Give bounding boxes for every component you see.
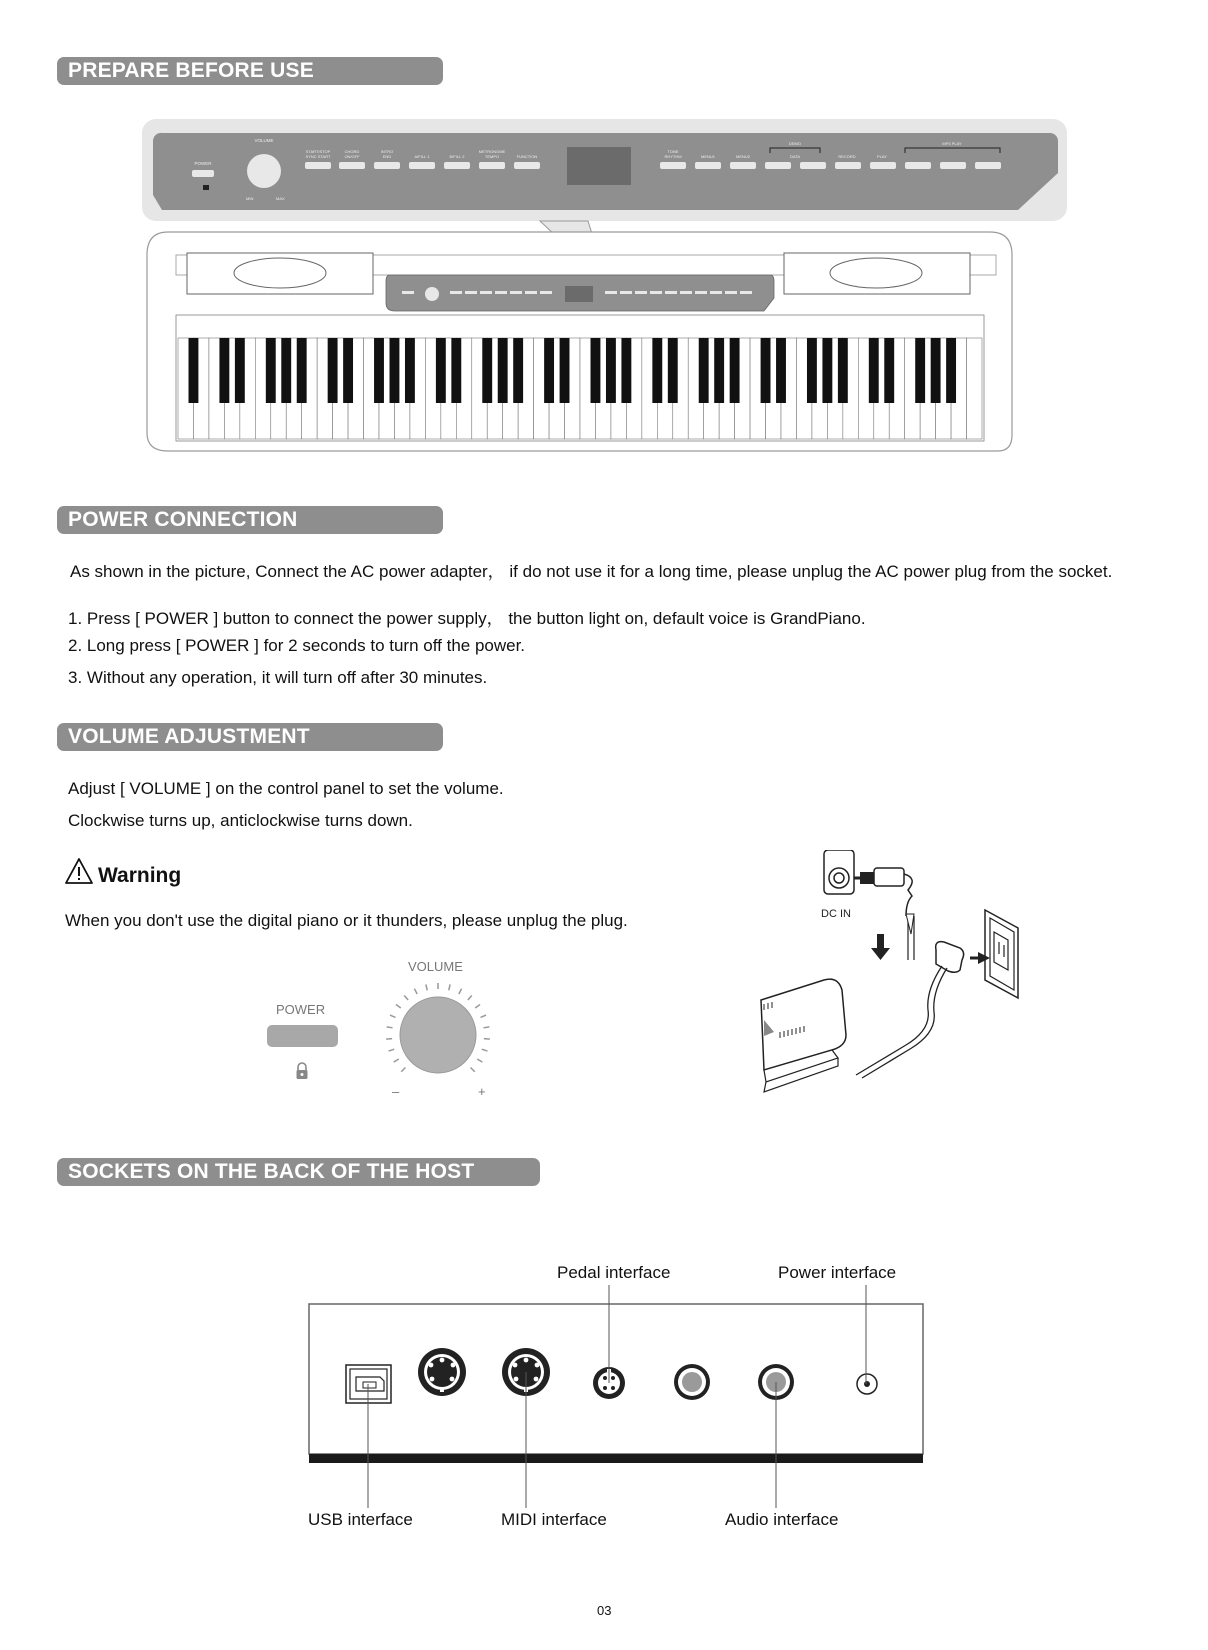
black-key [946, 338, 956, 403]
black-key [390, 338, 400, 403]
panel-label-mp3: MP3 PLAY [942, 141, 962, 146]
black-key [219, 338, 229, 403]
knob-tick [459, 989, 462, 994]
panel-volume-knob [247, 154, 281, 188]
knob-tick [482, 1049, 488, 1051]
panel-label-demo: DEMO [789, 141, 801, 146]
black-key [482, 338, 492, 403]
black-key [730, 338, 740, 403]
black-key [343, 338, 353, 403]
black-key [297, 338, 307, 403]
white-key [967, 338, 982, 439]
panel-label-sync-start: SYNC START [305, 154, 331, 159]
panel-label-menu2: MENU2 [735, 154, 751, 159]
panel-label-fill1: A/FILL 1 [414, 154, 430, 159]
label-midi-interface: MIDI interface [501, 1510, 607, 1529]
knob-tick [471, 1068, 475, 1072]
black-key [498, 338, 508, 403]
black-key [699, 338, 709, 403]
black-key [915, 338, 925, 403]
volume-line-2: Clockwise turns up, anticlockwise turns down. [68, 811, 413, 830]
back-panel-illustration [300, 1285, 940, 1510]
volume-minus-label: – [392, 1084, 400, 1099]
panel-label-metronome2: TEMPO [484, 154, 500, 159]
panel-label-min: MIN [246, 196, 254, 201]
knob-tick [390, 1015, 396, 1017]
black-key [235, 338, 245, 403]
knob-tick [404, 995, 408, 1000]
power-step-2: 2. Long press [ POWER ] for 2 seconds to turn off the power. [68, 636, 526, 655]
knob-tick [468, 995, 472, 1000]
panel-label-metronome: METRONOME [478, 149, 506, 154]
black-key [761, 338, 771, 403]
volume-knob[interactable] [378, 978, 498, 1098]
panel-left-buttons [305, 162, 540, 169]
ac-plug [936, 942, 964, 973]
label-pedal-interface: Pedal interface [557, 1263, 671, 1282]
black-key [884, 338, 894, 403]
section-header-sockets: SOCKETS ON THE BACK OF THE HOST [57, 1158, 540, 1186]
black-key [776, 338, 786, 403]
knob-tick [414, 989, 417, 994]
knob-tick [389, 1049, 395, 1051]
black-key [606, 338, 616, 403]
black-key [544, 338, 554, 403]
panel-label-chord: CHORD [344, 149, 360, 154]
label-power-interface: Power interface [778, 1263, 897, 1282]
lock-icon [295, 1062, 309, 1080]
label-audio-interface: Audio interface [725, 1510, 839, 1529]
black-key [405, 338, 415, 403]
panel-label-record: RECORD [838, 154, 856, 159]
section-header-power-connection: POWER CONNECTION [57, 506, 443, 534]
label-usb-interface: USB interface [308, 1510, 413, 1529]
knob-tick [401, 1068, 405, 1072]
panel-lock-icon [203, 185, 209, 190]
knob-tick [477, 1059, 482, 1062]
black-key [560, 338, 570, 403]
knob-tick [394, 1059, 399, 1062]
panel-label-intro: INTRO [380, 149, 394, 154]
warning-text: When you don't use the digital piano or it thunders, please unplug the plug. [65, 911, 628, 930]
arrow-down-icon [871, 934, 890, 960]
panel-label-max: MAX [276, 196, 285, 201]
black-key [328, 338, 338, 403]
volume-line-1: Adjust [ VOLUME ] on the control panel to set the volume. [68, 779, 504, 798]
panel-label-intro2: END [382, 154, 392, 159]
knob-tick [483, 1027, 489, 1028]
volume-plus-label: + [478, 1084, 486, 1099]
volume-label: VOLUME [408, 959, 463, 974]
page-number: 03 [597, 1603, 612, 1618]
black-key [374, 338, 384, 403]
panel-label-tone2: RHYTHM [664, 154, 682, 159]
panel-display [567, 147, 631, 185]
adapter-illustration [756, 850, 1036, 1100]
black-key [621, 338, 631, 403]
power-step-1: 1. Press [ POWER ] button to connect the power supply， the button light on, default voice is GrandPiano. [68, 609, 866, 628]
panel-label-volume: VOLUME [254, 138, 274, 143]
panel-label-play: PLAY [877, 154, 887, 159]
warning-title: Warning [98, 864, 182, 887]
black-key [869, 338, 879, 403]
black-key [668, 338, 678, 403]
knob-tick [426, 984, 427, 990]
knob-tick [449, 984, 450, 990]
audio-socket-1 [674, 1364, 710, 1400]
panel-power-button [192, 170, 214, 177]
warning-icon [64, 857, 94, 885]
black-key [714, 338, 724, 403]
keyboard-illustration [140, 115, 1080, 480]
black-key [591, 338, 601, 403]
panel-label-power: POWER [194, 161, 212, 166]
panel-label-start-stop: START/STOP [305, 149, 331, 154]
knob-tick [396, 1004, 401, 1008]
black-key [838, 338, 848, 403]
power-button[interactable] [267, 1025, 338, 1047]
black-key [266, 338, 276, 403]
power-step-3: 3. Without any operation, it will turn off after 30 minutes. [68, 668, 488, 687]
midi-socket-1 [418, 1348, 466, 1396]
panel-label-chord2: ON/OFF [344, 154, 360, 159]
panel-label-function: FUNCTION [516, 154, 538, 159]
black-key [652, 338, 662, 403]
power-socket [857, 1374, 877, 1394]
section-header-volume: VOLUME ADJUSTMENT [57, 723, 443, 751]
knob-tick [475, 1004, 480, 1008]
dc-in-label: DC IN [821, 908, 851, 920]
panel-label-data: DATA [789, 154, 801, 159]
section-header-prepare: PREPARE BEFORE USE [57, 57, 443, 85]
black-key [189, 338, 199, 403]
panel-label-tone: TONE [667, 149, 679, 154]
knob-tick [480, 1015, 486, 1017]
power-intro: As shown in the picture, Connect the AC power adapter， if do not use it for a long time, please unplug the AC power plug from the socket. [70, 562, 1113, 581]
power-label: POWER [276, 1002, 326, 1017]
black-key [822, 338, 832, 403]
black-key [451, 338, 461, 403]
panel-label-fill2: B/FILL 2 [449, 154, 465, 159]
knob-tick [387, 1027, 393, 1028]
black-key [807, 338, 817, 403]
black-key [513, 338, 523, 403]
panel-label-menu1: MENU1 [700, 154, 716, 159]
black-key [281, 338, 291, 403]
black-key [931, 338, 941, 403]
black-key [436, 338, 446, 403]
